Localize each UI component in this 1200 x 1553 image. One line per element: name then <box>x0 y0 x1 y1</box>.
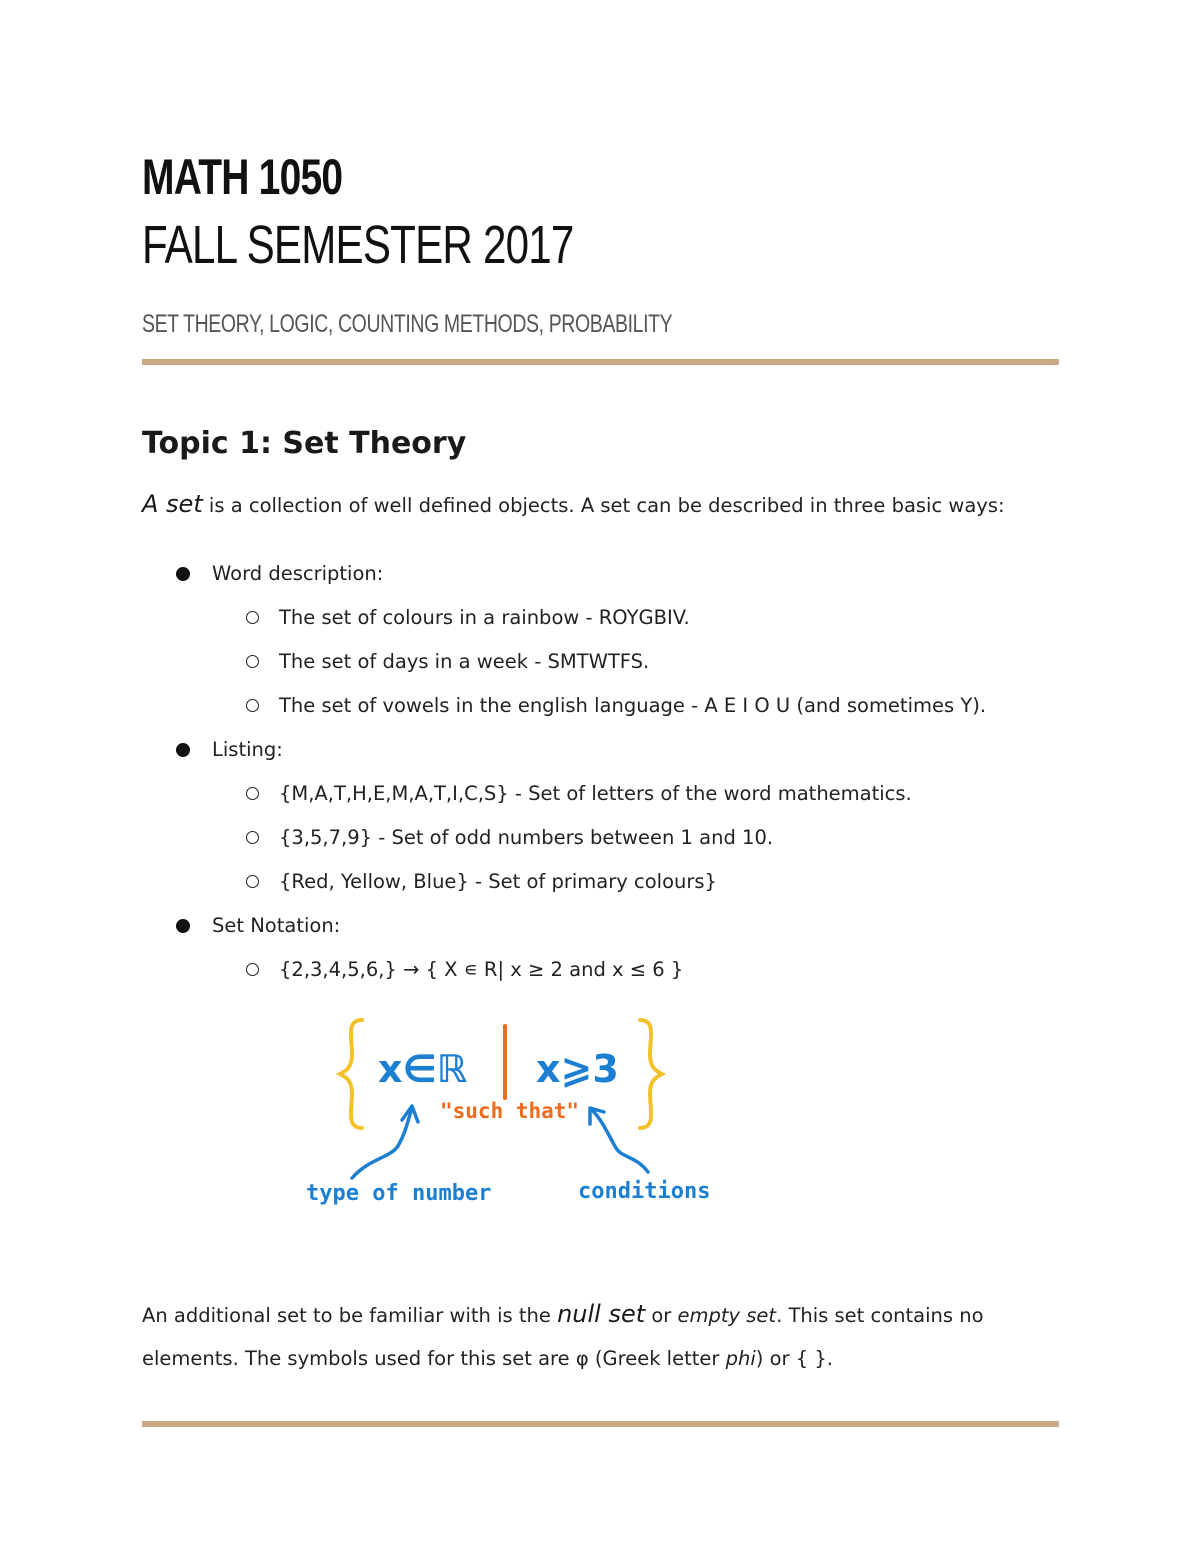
hollow-bullet-icon <box>246 655 259 668</box>
hollow-bullet-icon <box>246 611 259 624</box>
bullet-label: Word description: <box>212 562 384 585</box>
bullet-label: Set Notation: <box>212 914 341 937</box>
hollow-bullet-icon <box>246 831 259 844</box>
list-item-text: {M,A,T,H,E,M,A,T,I,C,S} - Set of letters of the word mathematics. <box>279 782 912 805</box>
course-title: MATH 1050 <box>142 149 343 205</box>
right-arrow-shape <box>592 1110 648 1172</box>
document-subtitle: SET THEORY, LOGIC, COUNTING METHODS, PROBABILITY <box>142 310 673 338</box>
text-span: . This set contains no <box>776 1304 984 1327</box>
null-set-paragraph-line1 <box>142 1300 1042 1328</box>
intro-term: A set <box>142 490 203 518</box>
null-set-paragraph-line2 <box>142 1347 1042 1370</box>
list-item-text: {Red, Yellow, Blue} - Set of primary colours} <box>279 870 717 893</box>
such-that-label: "such that" <box>440 1099 580 1123</box>
list-item <box>246 870 717 893</box>
bullet-word-description <box>176 562 383 585</box>
hollow-bullet-icon <box>246 963 259 976</box>
list-item <box>246 826 773 849</box>
list-item-text: {3,5,7,9} - Set of odd numbers between 1 and 10. <box>279 826 774 849</box>
bullet-dot-icon <box>176 743 190 757</box>
topic-heading: Topic 1: Set Theory <box>142 426 467 461</box>
text-span: or <box>645 1304 678 1327</box>
list-item <box>246 958 683 981</box>
list-item <box>246 782 912 805</box>
text-span: elements. The symbols used for this set are φ (Greek letter <box>142 1347 726 1370</box>
hollow-bullet-icon <box>246 787 259 800</box>
text-span: ) or { }. <box>755 1347 833 1370</box>
bullet-listing <box>176 738 283 761</box>
list-item-text: {2,3,4,5,6,} → { X ∊ R| x ≥ 2 and x ≤ 6 } <box>279 958 684 981</box>
conditions-label: conditions <box>578 1179 711 1204</box>
left-brace-shape <box>340 1020 362 1128</box>
intro-paragraph <box>142 490 1042 518</box>
list-item <box>246 650 649 673</box>
list-item <box>246 694 986 717</box>
null-set-term: null set <box>557 1300 646 1328</box>
list-item-text: The set of vowels in the english language - A E I O U (and sometimes Y). <box>279 694 987 717</box>
bullet-set-notation <box>176 914 340 937</box>
semester-title: FALL SEMESTER 2017 <box>142 215 574 275</box>
divider-top <box>142 359 1059 365</box>
list-item <box>246 606 690 629</box>
phi-term: phi <box>725 1347 756 1370</box>
empty-set-term: empty set <box>677 1304 777 1327</box>
bullet-dot-icon <box>176 567 190 581</box>
left-expression: x∈ℝ <box>378 1047 468 1091</box>
hollow-bullet-icon <box>246 699 259 712</box>
text-span: An additional set to be familiar with is the <box>142 1304 558 1327</box>
bullet-dot-icon <box>176 919 190 933</box>
bullet-label: Listing: <box>212 738 283 761</box>
right-expression: x⩾3 <box>536 1047 619 1091</box>
list-item-text: The set of colours in a rainbow - ROYGBIV. <box>279 606 690 629</box>
type-of-number-label: type of number <box>306 1181 492 1206</box>
set-builder-figure <box>300 1008 720 1218</box>
hollow-bullet-icon <box>246 875 259 888</box>
right-brace-shape <box>640 1020 662 1128</box>
divider-bottom <box>142 1421 1059 1427</box>
intro-text: is a collection of well defined objects. A set can be described in three basic ways: <box>202 494 1005 517</box>
list-item-text: The set of days in a week - SMTWTFS. <box>279 650 650 673</box>
